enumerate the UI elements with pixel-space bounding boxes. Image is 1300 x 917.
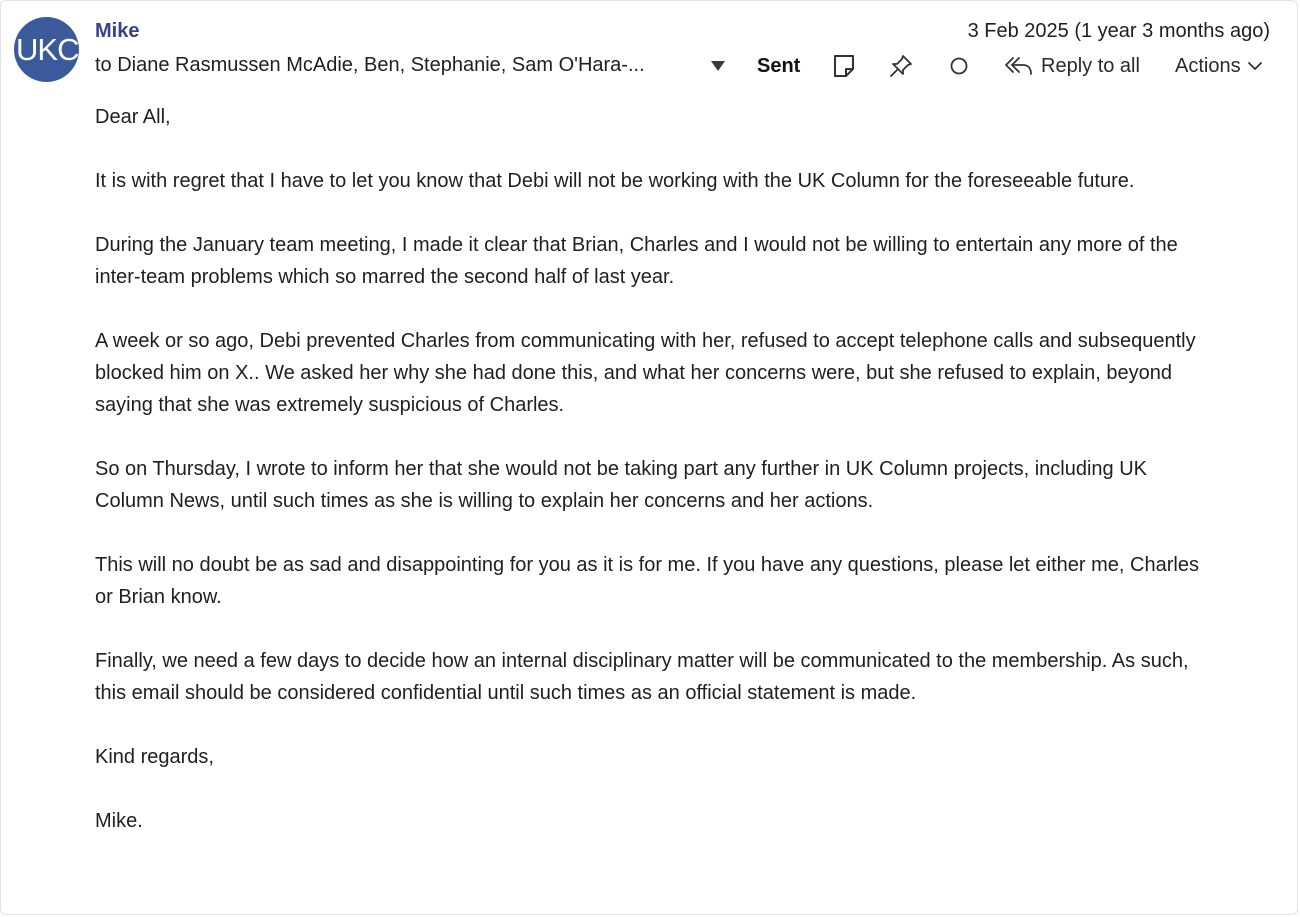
- sent-status-label[interactable]: Sent: [757, 54, 801, 77]
- body-paragraph: Finally, we need a few days to decide how an internal disciplinary matter will be communicated to the membership. As such, this email should be considered confidential until such times as an official statement is made.: [95, 650, 1189, 704]
- body-paragraph: During the January team meeting, I made it clear that Brian, Charles and I would not be willing to entertain any more of the inter-team problems which so marred the second half of last year.: [95, 234, 1178, 288]
- body-paragraph: A week or so ago, Debi prevented Charles from communicating with her, refused to accept telephone calls and subsequently blocked him on X.. We asked her why she had done this, and what her concerns were, but she refused to explain, beyond saying that she was extremely suspicious of Charles.: [95, 330, 1196, 416]
- mark-unread-button[interactable]: [949, 49, 969, 83]
- sender-name[interactable]: Mike: [95, 20, 140, 42]
- body-paragraph: It is with regret that I have to let you know that Debi will not be working with the UK Column for the foreseeable future.: [95, 170, 1135, 192]
- message-toolbar: [701, 49, 1291, 83]
- body-paragraph: So on Thursday, I wrote to inform her that she would not be taking part any further in UK Column projects, including UK Column News, until such times as she is willing to explain her concerns and her actions.: [95, 458, 1148, 512]
- circle-icon: [949, 56, 969, 76]
- recipients-list[interactable]: to Diane Rasmussen McAdie, Ben, Stephanie, Sam O'Hara-...: [95, 54, 645, 76]
- avatar[interactable]: [14, 17, 79, 82]
- body-paragraph: Kind regards,: [95, 746, 214, 768]
- body-paragraph: Mike.: [95, 810, 143, 832]
- recipients-dropdown-button[interactable]: [709, 49, 727, 83]
- actions-label: Actions: [1175, 54, 1241, 77]
- chevron-down-icon: [1247, 60, 1263, 72]
- note-icon: [831, 53, 857, 79]
- body-paragraph: This will no doubt be as sad and disappointing for you as it is for me. If you have any questions, please let either me, Charles or Brian know.: [95, 554, 1199, 608]
- message-date: 3 Feb 2025 (1 year 3 months ago): [967, 20, 1270, 42]
- reply-all-button[interactable]: [1004, 49, 1140, 83]
- reply-all-icon: [1004, 55, 1034, 77]
- reply-all-label: Reply to all: [1041, 54, 1140, 77]
- message-body: [95, 101, 1205, 837]
- pin-button[interactable]: [888, 49, 914, 83]
- note-button[interactable]: [831, 49, 857, 83]
- body-paragraph: Dear All,: [95, 106, 171, 128]
- avatar-text: UKC: [16, 32, 79, 67]
- dropdown-arrow-icon: [709, 59, 727, 73]
- actions-menu-button[interactable]: [1175, 49, 1263, 83]
- pin-icon: [888, 53, 914, 79]
